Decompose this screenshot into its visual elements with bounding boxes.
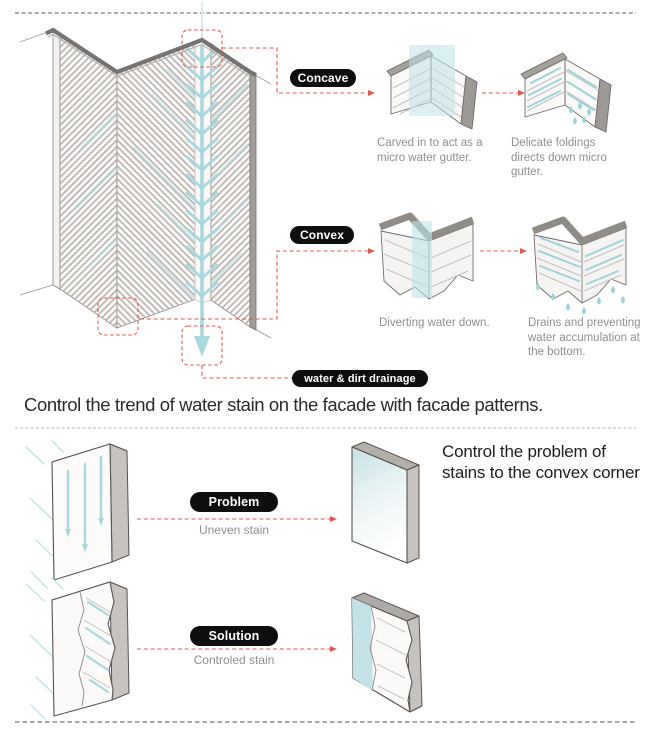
convex-step2-drawing bbox=[533, 220, 626, 315]
solution-panel-drawing bbox=[26, 578, 129, 719]
concave-step2-drawing bbox=[521, 53, 611, 132]
section-headline: Control the trend of water stain on the facade with facade patterns. bbox=[24, 394, 543, 415]
solution-label: Solution bbox=[190, 626, 278, 646]
convex-label: Convex bbox=[290, 226, 354, 244]
drainage-label: water & dirt drainage bbox=[292, 370, 428, 387]
problem-caption: Uneven stain bbox=[198, 523, 270, 537]
water-gutter-band bbox=[409, 45, 455, 116]
problem-label: Problem bbox=[190, 492, 278, 512]
concave-label: Concave bbox=[290, 69, 356, 87]
facade-drawing bbox=[20, 2, 271, 357]
solution-caption: Controled stain bbox=[193, 653, 275, 667]
problem-panel-drawing bbox=[26, 441, 129, 588]
solution-result-drawing bbox=[352, 593, 422, 712]
concave-step1-caption: Carved in to act as a micro water gutter. bbox=[377, 137, 483, 164]
concave-step1-drawing bbox=[387, 45, 477, 129]
convex-step2-caption: Drains and preventing water accumulation at the bottom. bbox=[528, 317, 641, 359]
convex-step1-drawing bbox=[380, 216, 473, 299]
water-diverting-band bbox=[412, 221, 432, 298]
edge-stain-band bbox=[352, 598, 373, 691]
stain-control-note: Control the problem of stains to the convex corner bbox=[442, 442, 640, 483]
problem-result-drawing bbox=[352, 442, 419, 563]
convex-step1-caption: Diverting water down. bbox=[379, 317, 490, 329]
concave-step2-caption: Delicate foldings directs down micro gutter. bbox=[511, 137, 607, 179]
